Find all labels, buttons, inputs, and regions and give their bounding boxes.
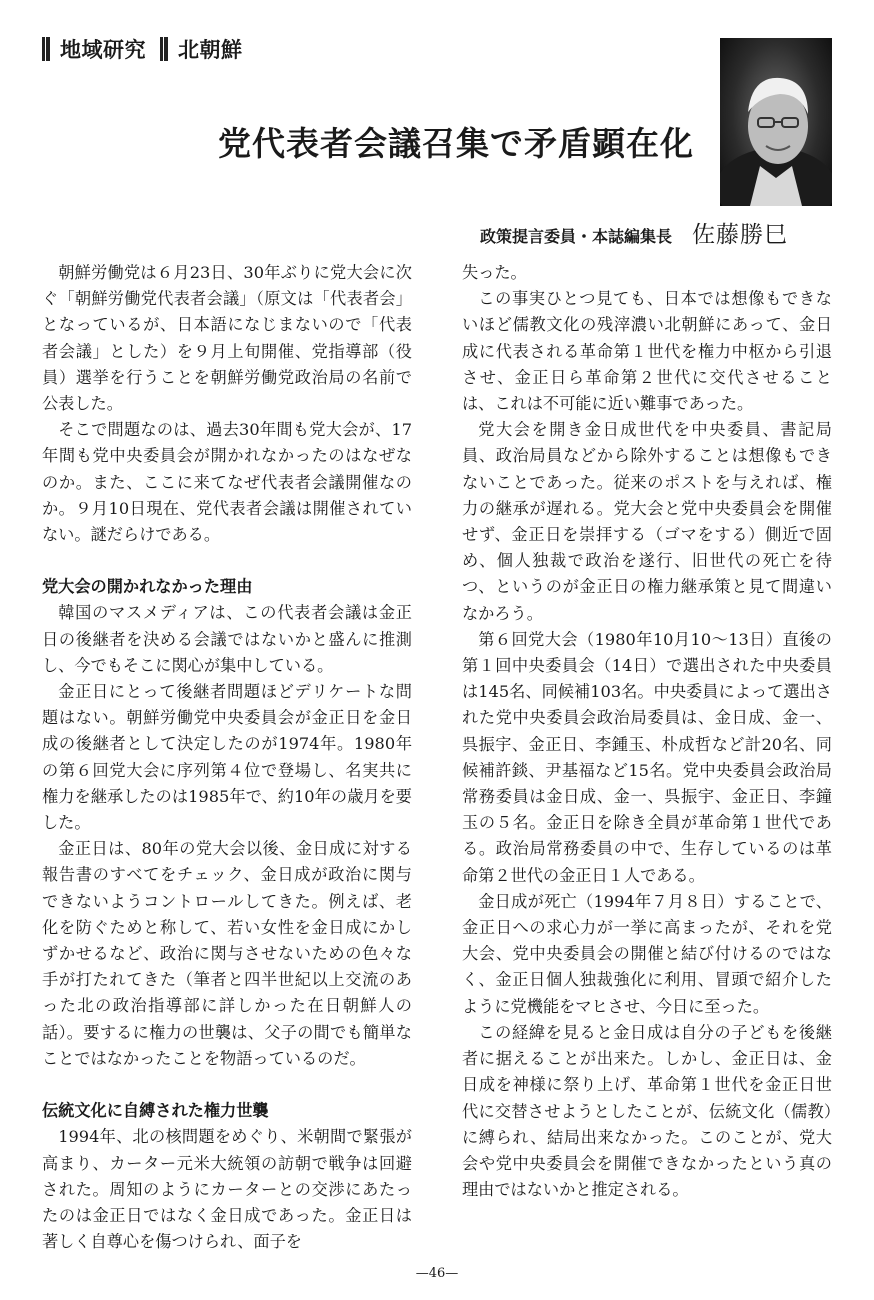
paragraph: 金正日は、80年の党大会以後、金日成に対する報告書のすべてをチェック、金日成が政治に関与できないようコントロールしてきた。例えば、老化を防ぐためと称して、若い女性を金日成にかしずかせるなど、政治に関与させないための色々な手が打たれてきた（筆者と四半世紀以上交流のあった北の政治指導部に詳しかった在日朝鮮人の話）。要するに権力の世襲は、父子の間でも簡単なことではなかったことを物語っているのだ。 [42, 839, 412, 1068]
section-header [42, 34, 243, 64]
section-heading: 伝統文化に自縛された権力世襲 [42, 1101, 269, 1121]
paragraph: 朝鮮労働党は６月23日、30年ぶりに党大会に次ぐ「朝鮮労働党代表者会議」（原文は「代表者会」となっているが、日本語になじまないので「代表者会議」とした）を９月上旬開催、党指導部（役員）選挙を行うことを朝鮮労働党政治局の名前で公表した。 [42, 263, 412, 414]
article-title: 党代表者会議召集で矛盾顕在化 [218, 124, 694, 163]
paragraph: この経緯を見ると金日成は自分の子どもを後継者に据えることが出来た。しかし、金正日は、金日成を神様に祭り上げ、革命第１世代を金正日世代に交替させようとしたことが、伝統文化（儒教）に縛られ、結局出来なかった。このことが、党大会や党中央委員会を開催できなかったという真の理由ではないかと推定される。 [462, 1022, 832, 1200]
paragraph-continuation: 失った。 [462, 263, 527, 282]
left-column [42, 260, 412, 1255]
paragraph: そこで問題なのは、過去30年間も党大会が、17年間も党中央委員会が開かれなかったのはなぜなのか。また、ここに来てなぜ代表者会議開催なのか。９月10日現在、党代表者会議は開催されていない。謎だらけである。 [42, 420, 412, 545]
paragraph: この事実ひとつ見ても、日本では想像もできないほど儒教文化の残滓濃い北朝鮮にあって、金日成に代表される革命第１世代を権力中枢から引退させ、金正日ら革命第２世代に交代させることは、これは不可能に近い難事であった。 [462, 289, 832, 414]
section-heading: 党大会の開かれなかった理由 [42, 577, 253, 597]
header-region: 北朝鮮 [178, 38, 243, 62]
header-bar-icon [160, 37, 168, 61]
header-category: 地域研究 [60, 38, 146, 62]
author-photo [720, 38, 832, 206]
right-column [462, 260, 832, 1203]
header-bar-icon [42, 37, 50, 61]
byline [480, 216, 788, 249]
page-number: —46— [415, 1266, 459, 1281]
paragraph: 韓国のマスメディアは、この代表者会議は金正日の後継者を決める会議ではないかと盛んに推測し、今でもそこに関心が集中している。 [42, 603, 412, 675]
paragraph: 金正日にとって後継者問題ほどデリケートな問題はない。朝鮮労働党中央委員会が金正日を金日成の後継者として決定したのが1974年。1980年の第６回党大会に序列第４位で登場し、名実共に権力を継承したのは1985年で、約10年の歳月を要した。 [42, 682, 412, 833]
author-portrait-icon [720, 38, 832, 206]
paragraph: 金日成が死亡（1994年７月８日）することで、金正日への求心力が一挙に高まったが、それを党大会、党中央委員会の開催と結び付けるのではなく、金正日個人独裁強化に利用、冒頭で紹介したように党機能をマヒさせ、今日に至った。 [462, 891, 832, 1016]
author-name: 佐藤勝巳 [692, 222, 789, 248]
paragraph: 1994年、北の核問題をめぐり、米朝間で緊張が高まり、カーター元米大統領の訪朝で戦争は回避された。周知のようにカーターとの交渉にあたったのは金正日ではなく金日成であった。金正日は著しく自尊心を傷つけられ、面子を [42, 1127, 412, 1252]
paragraph: 第６回党大会（1980年10月10〜13日）直後の第１回中央委員会（14日）で選出された中央委員は145名、同候補103名。中央委員によって選出された党中央委員会政治局委員は、金日成、金一、呉振宇、金正日、李鍾玉、朴成哲など計20名、同候補許錟、尹基福など15名。党中央委員会政治局常務委員は金日成、金一、呉振宇、金正日、李鐘玉の５名。金正日を除き全員が革命第１世代である。政治局常務委員の中で、生存しているのは革命第２世代の金正日１人である。 [462, 629, 832, 885]
paragraph: 党大会を開き金日成世代を中央委員、書記局員、政治局員などから除外することは想像もできないことであった。従来のポストを与えれば、権力の継承が遅れる。党大会と党中央委員会を開催せず、金正日を崇拝する（ゴマをする）側近で固め、個人独裁で政治を遂行、旧世代の死亡を待つ、というのが金正日の権力継承策と見て間違いなかろう。 [462, 420, 832, 623]
author-role: 政策提言委員・本誌編集長 [480, 227, 673, 246]
